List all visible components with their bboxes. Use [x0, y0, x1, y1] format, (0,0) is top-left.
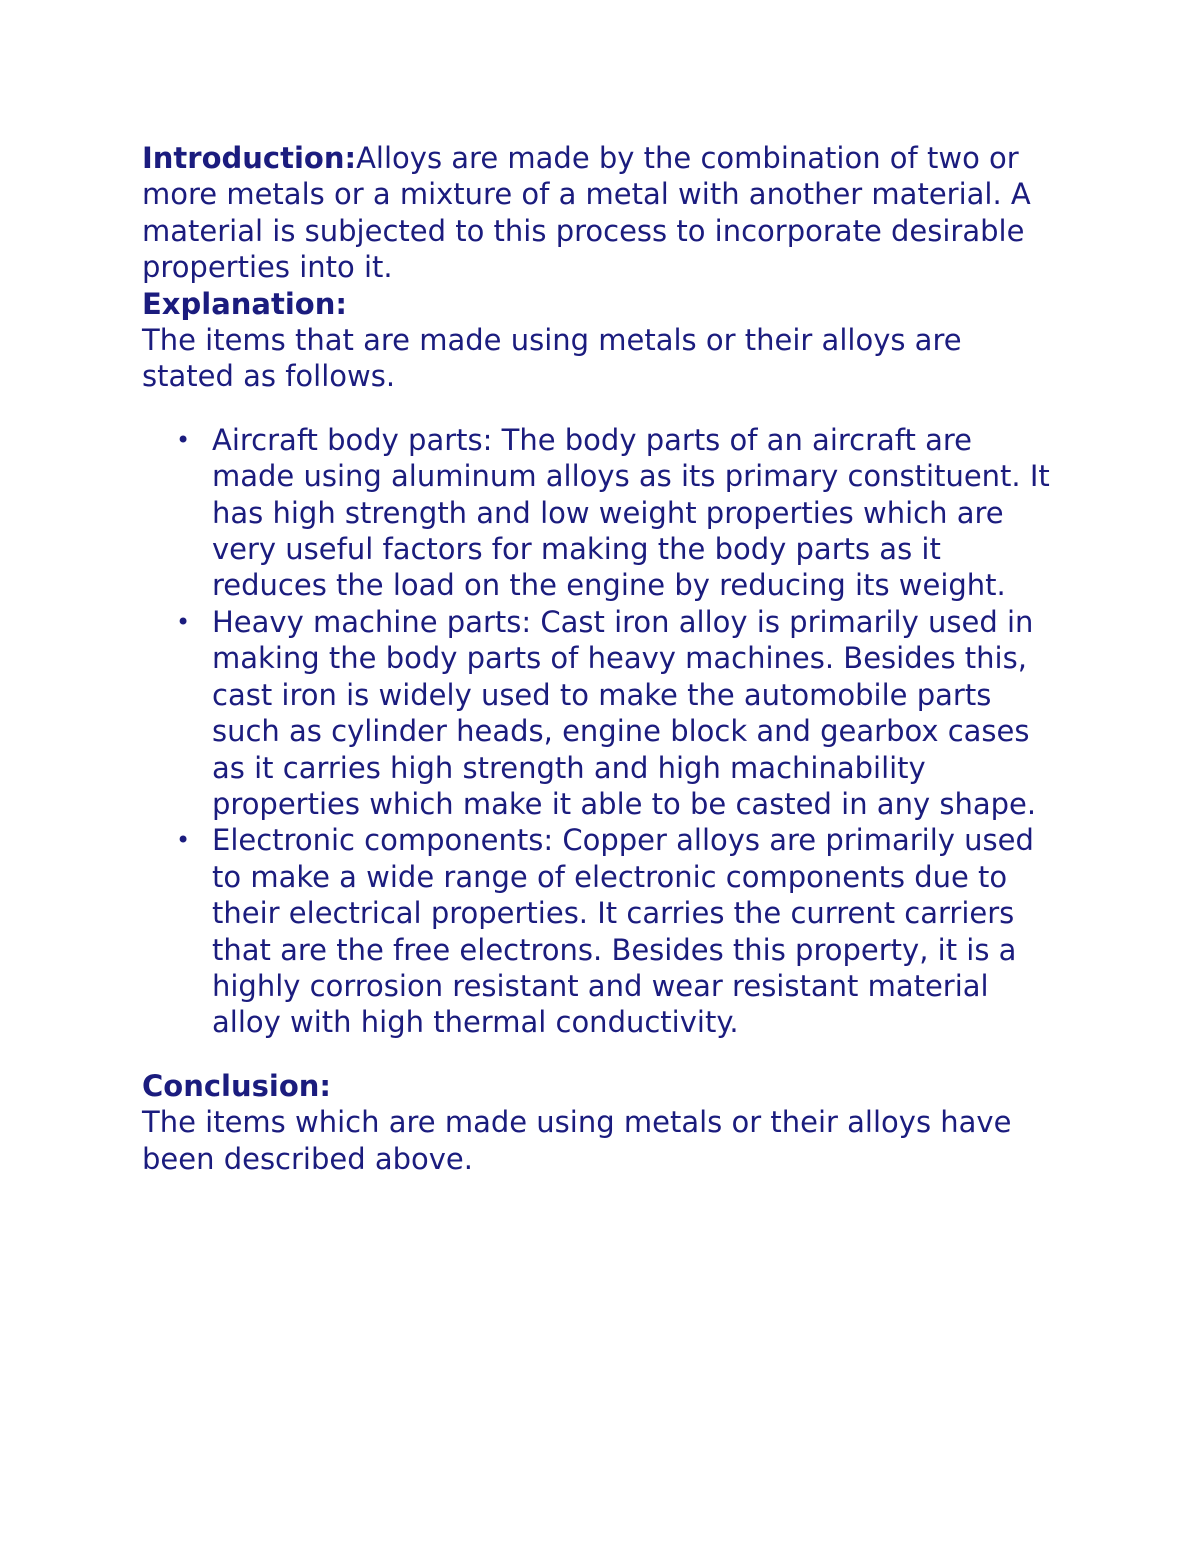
bullet-icon: • — [176, 826, 191, 855]
list-item — [176, 422, 1062, 604]
explanation-text: The items that are made using metals or their alloys are stated as follows. — [142, 323, 962, 394]
list-item — [176, 822, 1062, 1040]
list-item — [176, 604, 1062, 822]
introduction-paragraph — [142, 140, 1062, 286]
bullet-icon: • — [176, 607, 191, 636]
list-item-text: Heavy machine parts: Cast iron alloy is primarily used in making the body parts of heavy machines. Besides this, cast iron is widely used to make the automobile parts such as cylinder heads, engine block and gearbox cases as it carries high strength and high machinability properties which make it able to be casted in any shape. — [212, 604, 1037, 821]
introduction-heading: Introduction: — [142, 141, 357, 175]
explanation-heading: Explanation: — [142, 286, 347, 321]
introduction-text: Alloys are made by the combination of two or more metals or a mixture of a metal with another material. A material is subjected to this process to incorporate desirable properties into it. — [142, 141, 1031, 285]
list-item-text: Electronic components: Copper alloys are primarily used to make a wide range of electronic components due to their electrical properties. It carries the current carriers that are the free electrons. Besides this property, it is a highly corrosion resistant and wear resistant material alloy with high thermal conductivity. — [212, 823, 1034, 1040]
items-list — [142, 422, 1062, 1041]
list-item-text: Aircraft body parts: The body parts of an aircraft are made using aluminum alloys as its primary constituent. It has high strength and low weight properties which are very useful factors for making the body parts as it reduces the load on the engine by reducing its weight. — [212, 422, 1050, 603]
document-page — [142, 140, 1062, 1177]
bullet-icon: • — [176, 425, 191, 454]
conclusion-heading: Conclusion: — [142, 1068, 331, 1103]
conclusion-text: The items which are made using metals or their alloys have been described above. — [142, 1105, 1012, 1176]
